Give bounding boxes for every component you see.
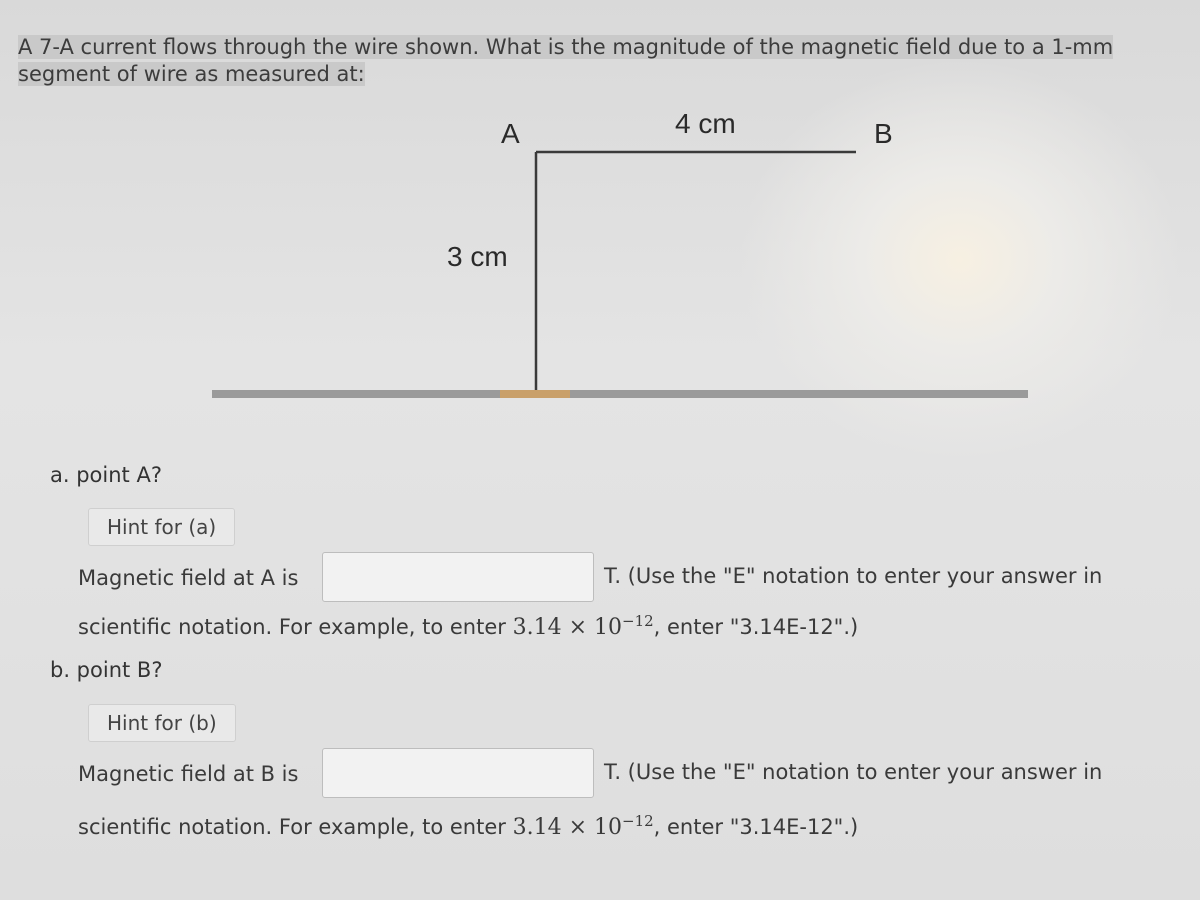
vertical-distance-label: 3 cm [447, 241, 508, 272]
question-line-2: segment of wire as measured at: [18, 62, 365, 86]
wire-diagram-svg [0, 0, 1200, 430]
hint-a-button[interactable] [88, 508, 235, 546]
point-a-label: A [501, 118, 520, 149]
field-a-unit-note: T. (Use the "E" notation to enter your answer in [604, 564, 1103, 588]
field-a-input[interactable] [322, 552, 594, 602]
part-b-label: b. point B? [50, 658, 163, 682]
part-a-label: a. point A? [50, 463, 162, 487]
field-b-unit-note: T. (Use the "E" notation to enter your answer in [604, 760, 1103, 784]
field-a-prompt: Magnetic field at A is [78, 566, 299, 590]
question-line-1: A 7-A current flows through the wire shown. What is the magnitude of the magnetic field due to a 1-mm [18, 35, 1114, 59]
field-b-example-base: 3.14 × 10 [512, 815, 622, 840]
horizontal-distance-label: 4 cm [675, 108, 736, 139]
field-b-example-suffix: , enter "3.14E-12".) [653, 815, 859, 839]
point-b-label: B [874, 118, 893, 149]
field-b-prompt: Magnetic field at B is [78, 762, 299, 786]
field-a-example-suffix: , enter "3.14E-12".) [653, 615, 859, 639]
field-a-example-exponent: −12 [622, 612, 654, 630]
field-a-example-base: 3.14 × 10 [512, 615, 622, 640]
field-b-example-prefix: scientific notation. For example, to enter [78, 815, 513, 839]
field-b-input[interactable] [322, 748, 594, 798]
hint-b-label: Hint for (b) [107, 711, 217, 735]
wire-diagram [0, 0, 1200, 430]
hint-b-button[interactable] [88, 704, 236, 742]
field-b-example-note [78, 812, 858, 840]
field-b-example-exponent: −12 [622, 812, 654, 830]
hint-a-label: Hint for (a) [107, 515, 217, 539]
field-a-example-note [78, 612, 858, 640]
field-a-example-prefix: scientific notation. For example, to enter [78, 615, 513, 639]
